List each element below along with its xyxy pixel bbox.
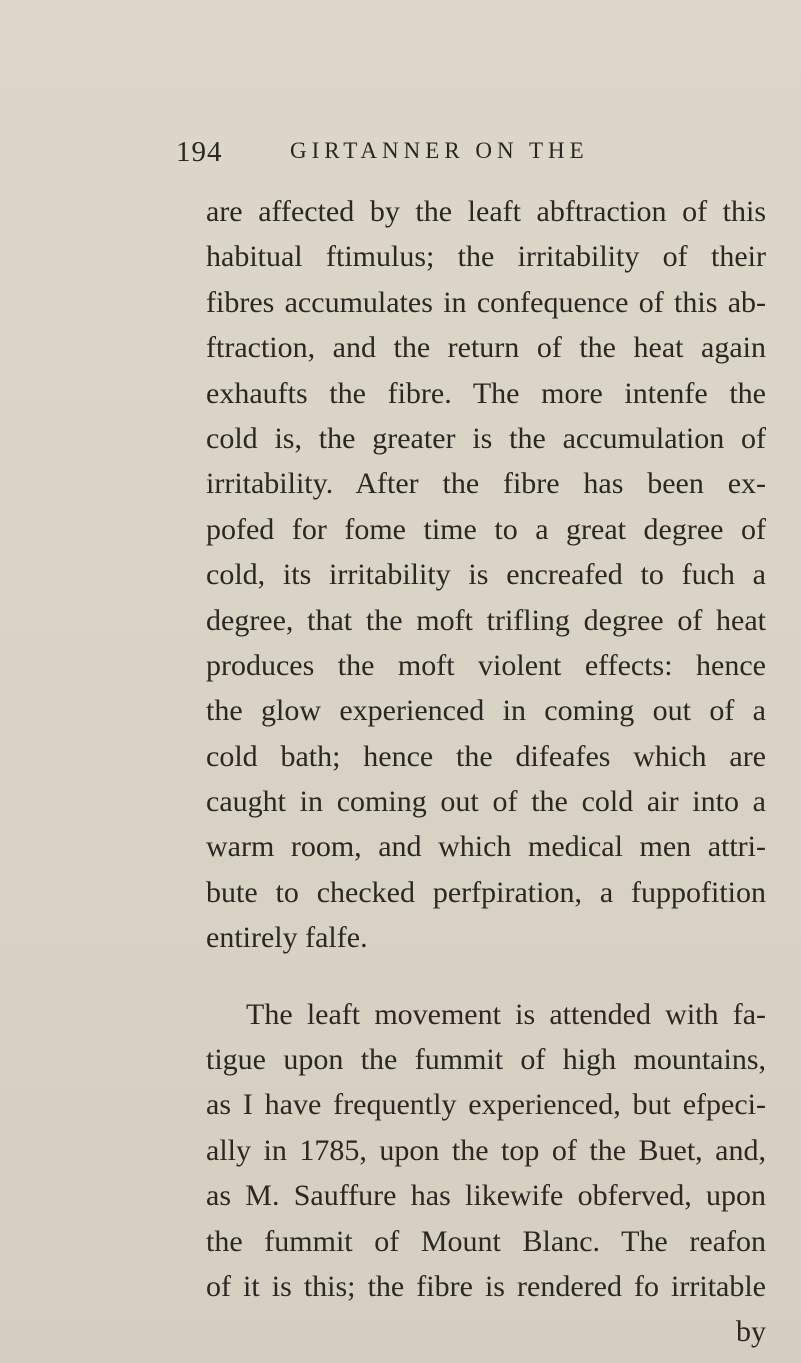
text-line: The leaft movement is attended with fa-: [246, 997, 766, 1031]
text-line: irritability. After the fibre has been ex-: [206, 467, 766, 501]
text-line: bute to checked perfpiration, a fuppofition: [206, 875, 766, 909]
running-head: [176, 136, 736, 180]
text-line: tigue upon the fummit of high mountains,: [206, 1043, 766, 1077]
text-line: pofed for fome time to a great degree of: [206, 512, 766, 546]
text-line: the glow experienced in coming out of a: [206, 694, 766, 728]
text-line: as M. Sauffure has likewife obferved, upon: [206, 1179, 766, 1213]
text-line: warm room, and which medical men attri-: [206, 830, 766, 864]
paragraph-2: [206, 992, 766, 1355]
text-line: ftraction, and the return of the heat again: [206, 331, 766, 365]
text-line: of it is this; the fibre is rendered fo irritable: [206, 1269, 766, 1303]
text-line: cold is, the greater is the accumulation of: [206, 421, 766, 455]
paragraph-1: [206, 189, 766, 961]
text-line: habitual ftimulus; the irritability of their: [206, 240, 766, 274]
text-line: the fummit of Mount Blanc. The reafon: [206, 1224, 766, 1258]
catchword: by: [736, 1315, 766, 1349]
text-line: caught in coming out of the cold air into a: [206, 785, 766, 819]
running-title: GIRTANNER ON THE: [290, 138, 589, 163]
text-line: as I have frequently experienced, but efpeci-: [206, 1088, 766, 1122]
text-line: exhaufts the fibre. The more intenfe the: [206, 376, 766, 410]
text-line: cold, its irritability is encreafed to fuch a: [206, 558, 766, 592]
page-number: 194: [176, 136, 223, 168]
text-line: degree, that the moft trifling degree of heat: [206, 603, 766, 637]
text-line: produces the moft violent effects: hence: [206, 648, 766, 682]
body-text: [206, 189, 766, 1355]
text-line: fibres accumulates in confequence of this ab-: [206, 285, 766, 319]
text-line: are affected by the leaft abftraction of this: [206, 195, 766, 228]
text-line: cold bath; hence the difeafes which are: [206, 739, 766, 773]
text-line: ally in 1785, upon the top of the Buet, and,: [206, 1133, 766, 1167]
text-line: entirely falfe.: [206, 921, 368, 955]
paragraph-gap: [206, 961, 766, 992]
